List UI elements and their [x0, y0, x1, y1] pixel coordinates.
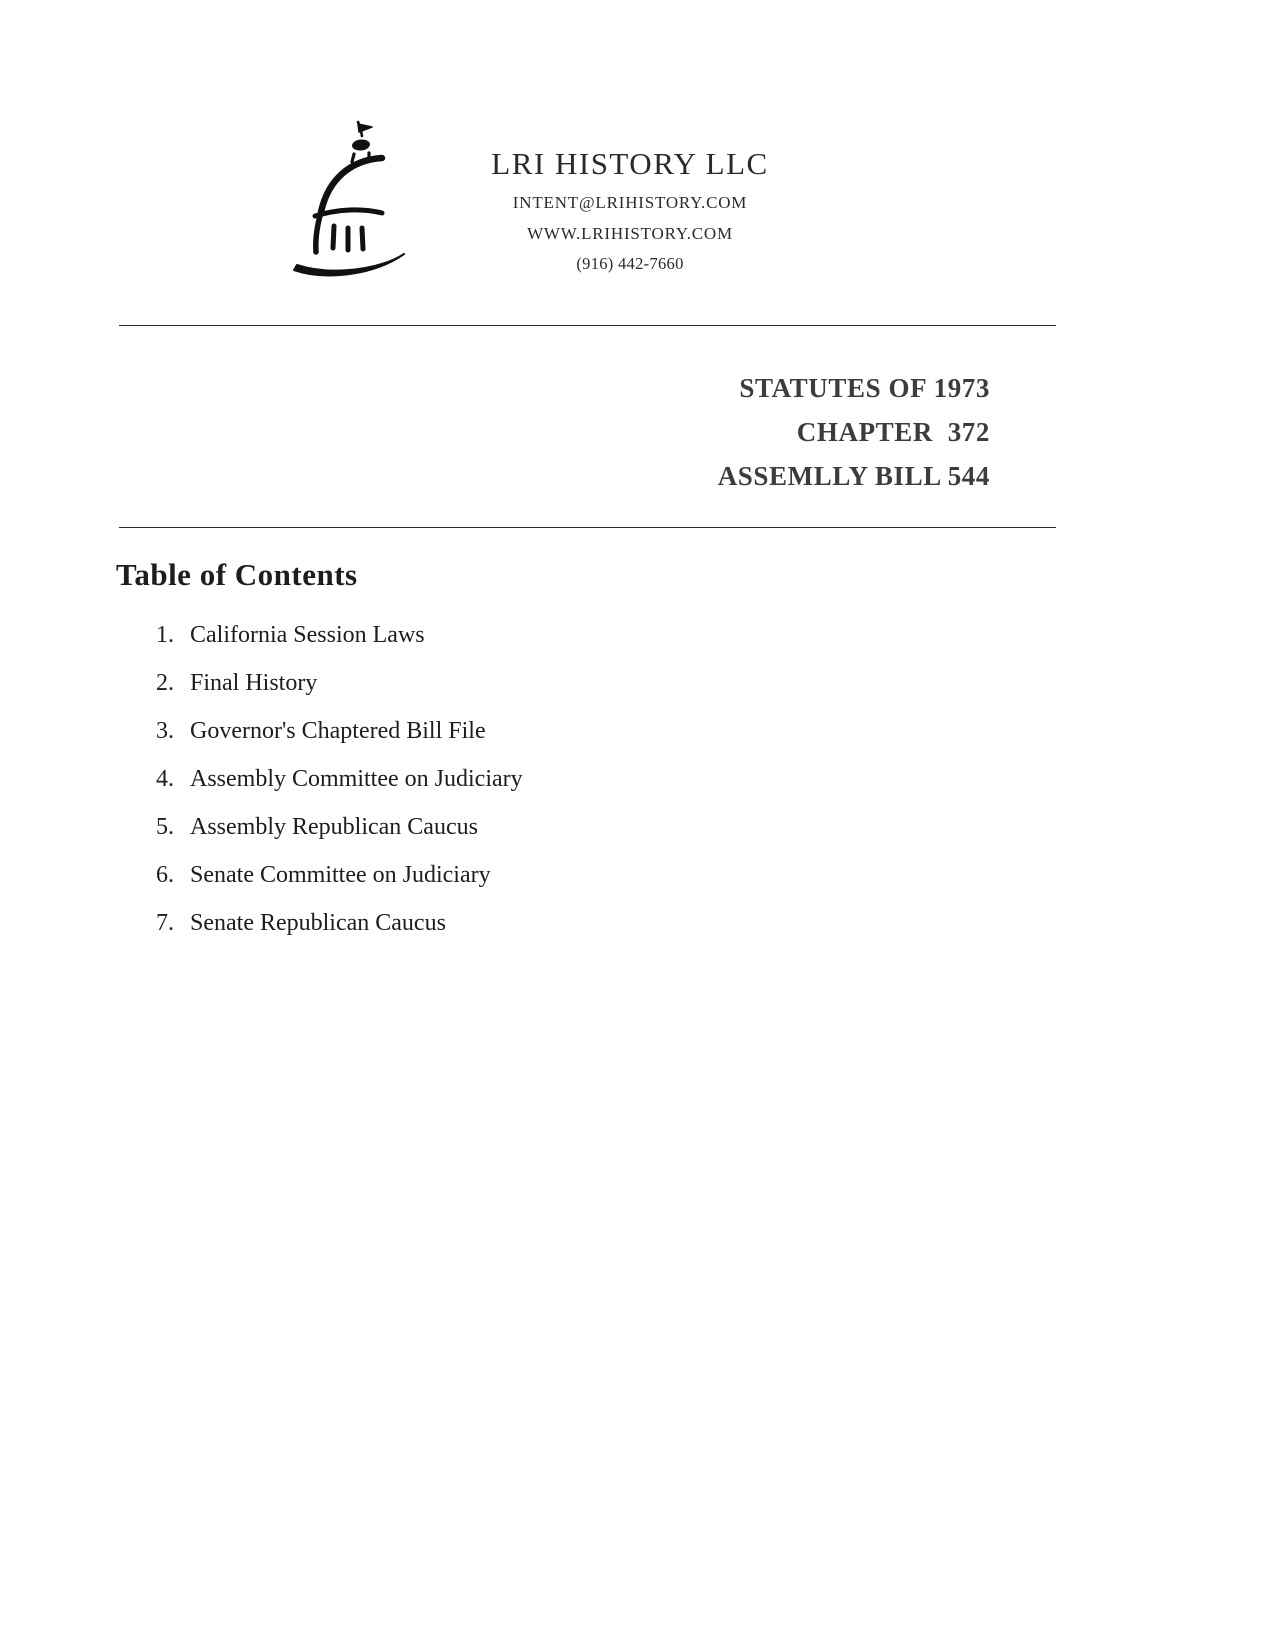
- company-website: WWW.LRIHISTORY.COM: [527, 224, 733, 243]
- toc-item-label: California Session Laws: [190, 622, 425, 648]
- toc-item-number: 1.: [156, 622, 174, 648]
- toc-item-number: 7.: [156, 910, 174, 936]
- chapter-number: CHAPTER 372: [796, 417, 990, 447]
- toc-heading: Table of Contents: [116, 557, 358, 592]
- toc-item-label: Governor's Chaptered Bill File: [190, 718, 486, 744]
- toc-item-3: [142, 718, 523, 766]
- toc-item-label: Assembly Committee on Judiciary: [190, 766, 523, 792]
- toc-item-label: Senate Republican Caucus: [190, 910, 446, 936]
- letterhead: [288, 118, 780, 288]
- capitol-dome-logo-icon: [288, 118, 438, 288]
- toc-item-2: [142, 670, 523, 718]
- toc-item-7: [142, 910, 523, 958]
- toc-item-number: 6.: [156, 862, 174, 888]
- toc-item-number: 2.: [156, 670, 174, 696]
- assembly-bill-number: ASSEMLLY BILL 544: [717, 461, 990, 491]
- toc-item-number: 4.: [156, 766, 174, 792]
- toc-item-6: [142, 862, 523, 910]
- statute-title-block: [718, 366, 990, 498]
- company-phone: (916) 442-7660: [576, 254, 684, 273]
- divider-top: [119, 325, 1056, 326]
- toc-item-label: Final History: [190, 670, 318, 696]
- company-name: LRI HISTORY LLC: [491, 146, 769, 181]
- toc-item-label: Senate Committee on Judiciary: [190, 862, 491, 888]
- toc-item-number: 3.: [156, 718, 174, 744]
- toc-list: [142, 622, 523, 958]
- toc-item-1: [142, 622, 523, 670]
- toc-item-number: 5.: [156, 814, 174, 840]
- company-email: INTENT@LRIHISTORY.COM: [512, 193, 748, 212]
- divider-bottom: [119, 527, 1056, 528]
- toc-item-label: Assembly Republican Caucus: [190, 814, 478, 840]
- statutes-year: STATUTES OF 1973: [739, 373, 990, 403]
- toc-item-5: [142, 814, 523, 862]
- letterhead-text: [480, 118, 780, 274]
- toc-item-4: [142, 766, 523, 814]
